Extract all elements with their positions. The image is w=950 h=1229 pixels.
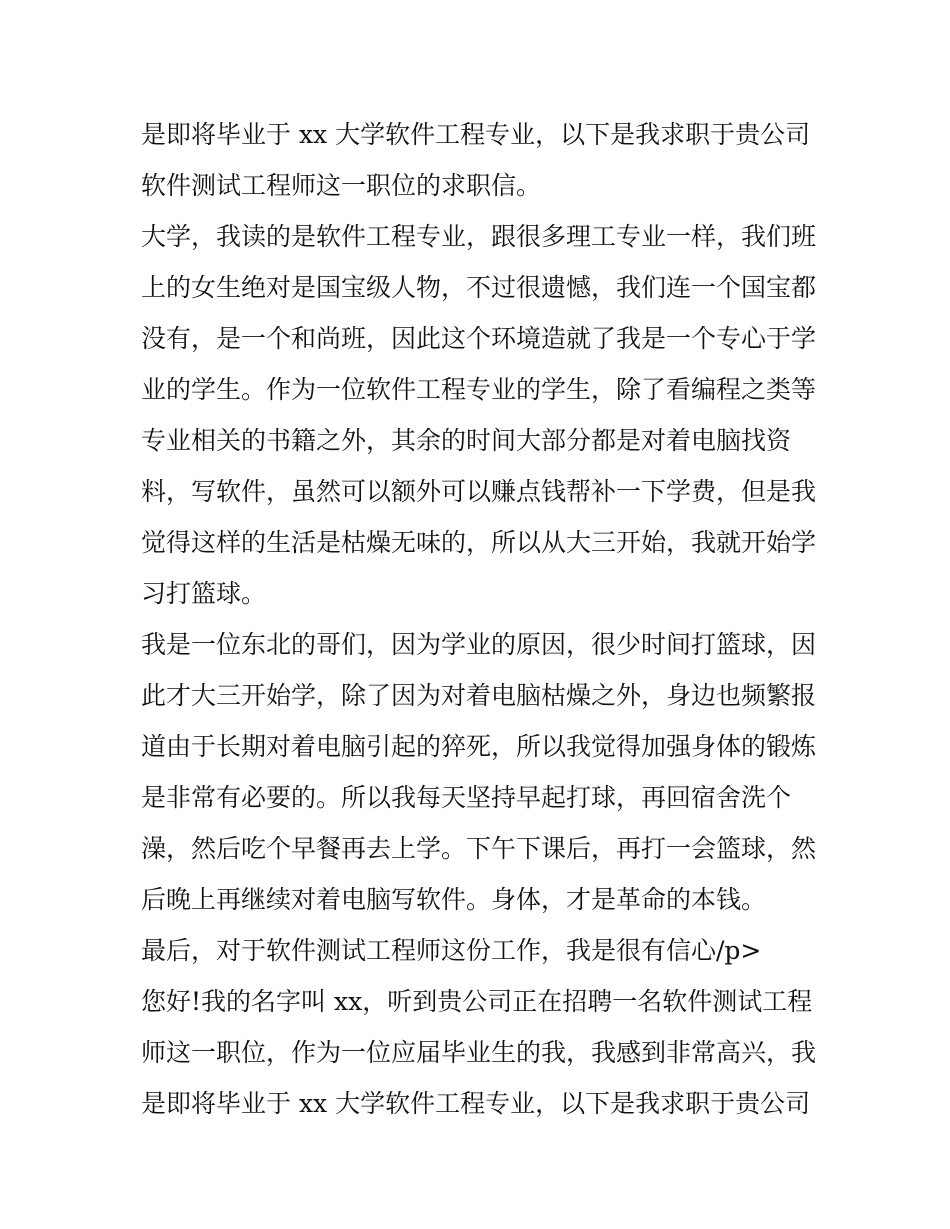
text-line: 是非常有必要的。所以我每天坚持早起打球，再回宿舍洗个 xyxy=(141,783,792,812)
text-line: 是即将毕业于 xx 大学软件工程专业，以下是我求职于贵公司 xyxy=(141,1089,811,1118)
text-line: 上的女生绝对是国宝级人物，不过很遗憾，我们连一个国宝都 xyxy=(141,273,817,302)
text-line: 是即将毕业于 xx 大学软件工程专业，以下是我求职于贵公司 xyxy=(141,120,811,149)
text-line: 觉得这样的生活是枯燥无味的，所以从大三开始，我就开始学 xyxy=(141,528,817,557)
document-body xyxy=(141,109,821,1129)
text-line: 没有，是一个和尚班，因此这个环境造就了我是一个专心于学 xyxy=(141,324,817,353)
text-line: 我是一位东北的哥们，因为学业的原因，很少时间打篮球，因 xyxy=(141,630,817,659)
text-line: 大学，我读的是软件工程专业，跟很多理工专业一样，我们班 xyxy=(141,222,817,251)
text-line: 澡，然后吃个早餐再去上学。下午下课后，再打一会篮球，然 xyxy=(141,834,817,863)
text-line: 习打篮球。 xyxy=(141,579,267,608)
text-line: 专业相关的书籍之外，其余的时间大部分都是对着电脑找资 xyxy=(141,426,792,455)
text-line: 道由于长期对着电脑引起的猝死，所以我觉得加强身体的锻炼 xyxy=(141,732,817,761)
text-line: 您好!我的名字叫 xx，听到贵公司正在招聘一名软件测试工程 xyxy=(141,987,813,1016)
text-line: 此才大三开始学，除了因为对着电脑枯燥之外，身边也频繁报 xyxy=(141,681,817,710)
text-line: 最后，对于软件测试工程师这份工作，我是很有信心/p> xyxy=(141,936,762,965)
text-line: 师这一职位，作为一位应届毕业生的我，我感到非常高兴，我 xyxy=(141,1038,817,1067)
text-line: 料，写软件，虽然可以额外可以赚点钱帮补一下学费，但是我 xyxy=(141,477,817,506)
text-line: 业的学生。作为一位软件工程专业的学生，除了看编程之类等 xyxy=(141,375,817,404)
text-line: 软件测试工程师这一职位的求职信。 xyxy=(141,171,542,200)
text-line: 后晚上再继续对着电脑写软件。身体，才是革命的本钱。 xyxy=(141,885,767,914)
